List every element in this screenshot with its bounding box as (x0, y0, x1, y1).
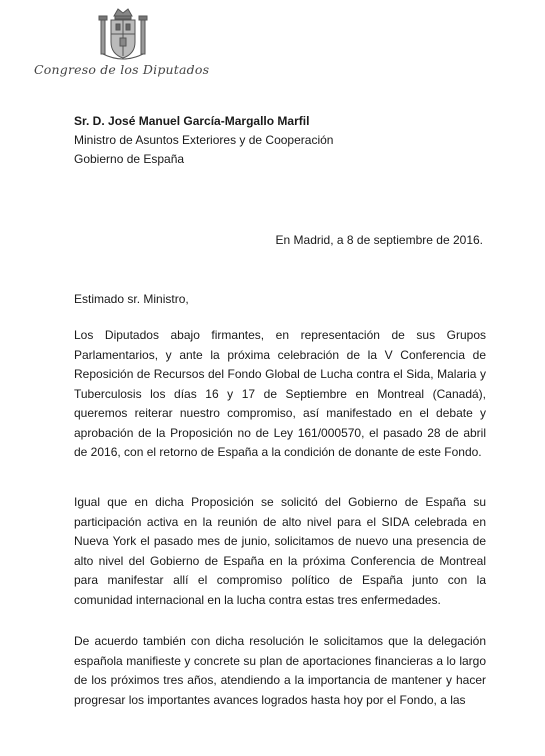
addressee-name: Sr. D. José Manuel García-Margallo Marfil (74, 114, 310, 128)
addressee-government: Gobierno de España (74, 152, 185, 166)
body-paragraph: De acuerdo también con dicha resolución le solicitamos que la delegación española manifieste y concrete su plan de aportaciones financieras a lo largo de los próximos tres años, atendiendo a la importancia de mantener y hacer progresar los importantes avances logrados hasta hoy por el Fondo, a las (74, 634, 486, 707)
dateline: En Madrid, a 8 de septiembre de 2016. (275, 233, 483, 247)
body-paragraph: Igual que en dicha Proposición se solicitó del Gobierno de España su participación activa en la reunión de alto nivel para el SIDA celebrada en Nueva York el pasado mes de junio, solicitamos de nuevo una presencia de alto nivel del Gobierno de España en la próxima Conferencia de Montreal para manifestar allí el compromiso político de España junto con la comunidad internacional en la lucha contra estas tres enfermedades. (74, 495, 486, 607)
coat-of-arms-seal-icon (96, 4, 150, 66)
body-paragraph: Los Diputados abajo firmantes, en representación de sus Grupos Parlamentarios, y ante la próxima celebración de la V Conferencia de Reposición de Recursos del Fondo Global de Lucha contra el Sida, Malaria y Tuberculosis los días 16 y 17 de Septiembre en Montreal (Canadá), queremos reiterar nuestro compromiso, así manifestado en el debate y aprobación de la Proposición no de Ley 161/000570, el pasado 28 de abril de 2016, con el retorno de España a la condición de donante de este Fondo. (74, 328, 486, 459)
addressee-position: Ministro de Asuntos Exteriores y de Cooperación (74, 133, 334, 147)
institution-name: Congreso de los Diputados (34, 62, 210, 77)
salutation: Estimado sr. Ministro, (74, 292, 189, 306)
addressee-block (74, 112, 333, 169)
